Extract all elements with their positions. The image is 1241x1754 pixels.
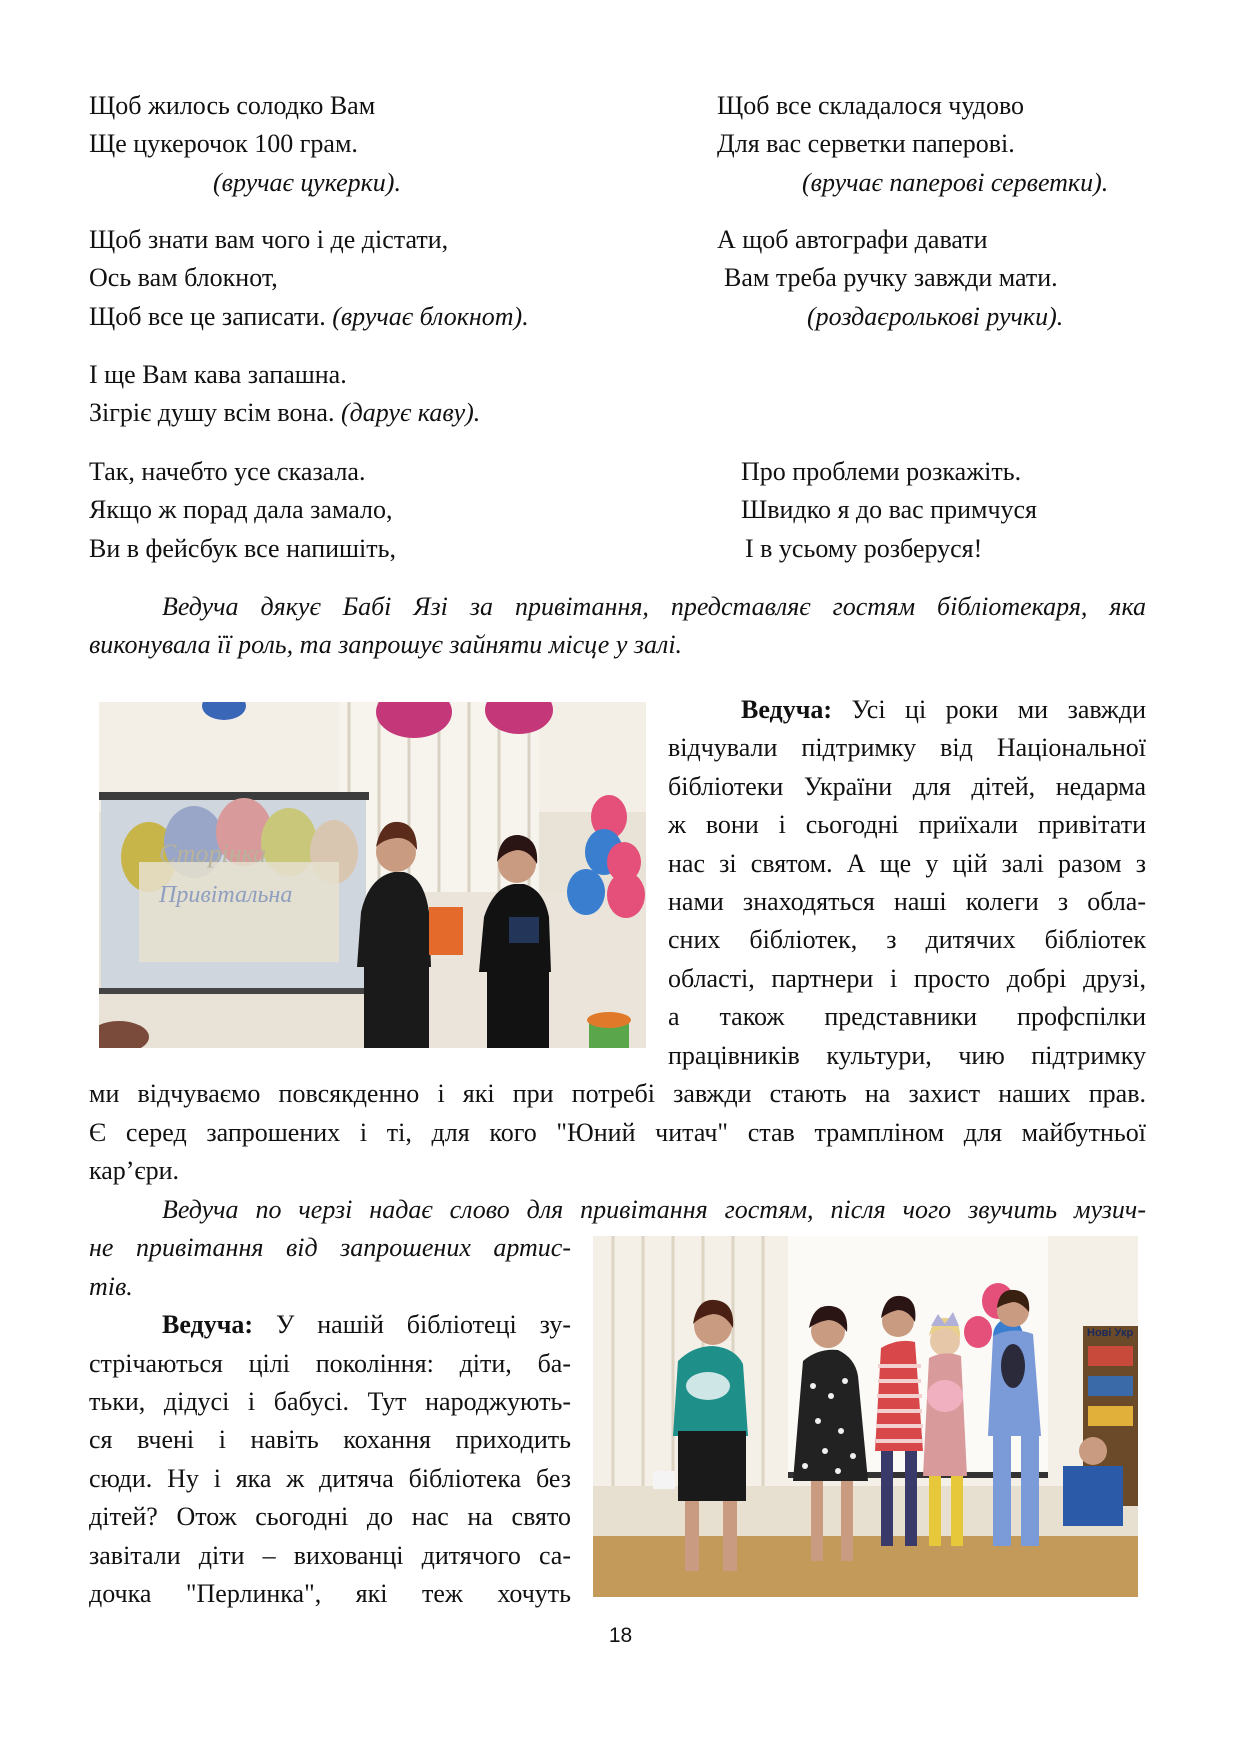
poem-right-line: Щоб все складалося чудово	[717, 91, 1025, 120]
para2-line: дітей? Отож сьогодні до нас на свято	[89, 1502, 571, 1531]
para1-line: нас зі святом. А ще у цій залі разом з	[668, 849, 1146, 878]
stage-direction: Ведуча дякує Бабі Язі за привітання, представляє гостям бібліотекаря, яка	[162, 592, 1146, 621]
event-photo-performers	[593, 1236, 1138, 1597]
para1-line: відчували підтримку від Національної	[668, 733, 1146, 762]
stage-direction: Ведуча по черзі надає слово для привітання гостям, після чого звучить музич-	[162, 1195, 1146, 1224]
poem-left-line: Якщо ж порад дала замало,	[89, 495, 393, 524]
para2-line: сюди. Ну і яка ж дитяча бібліотека без	[89, 1464, 571, 1493]
poem-left-line: Так, начебто усе сказала.	[89, 457, 366, 486]
poem-left-line: Ось вам блокнот,	[89, 263, 278, 292]
para1-line: кар’єри.	[89, 1156, 180, 1185]
para2-line: тьки, дідусі і бабусі. Тут народжують-	[89, 1387, 571, 1416]
para1-line	[668, 691, 1146, 729]
poem-right-note: (вручає паперові серветки).	[802, 168, 1109, 197]
poem-right-note: (роздаєролькові ручки).	[807, 302, 1064, 331]
poem-left-note: (вручає цукерки).	[213, 168, 401, 197]
stage-direction: виконувала її роль, та запрошує зайняти місце у залі.	[89, 630, 683, 659]
para2-line: дочка "Перлинка", які теж хочуть	[89, 1579, 571, 1608]
poem-left-text: Зігріє душу всім вона.	[89, 398, 341, 427]
para1-text: Усі ці роки ми завжди	[851, 695, 1147, 724]
para1-line: а також представники профспілки	[668, 1002, 1146, 1031]
stage-direction: тів.	[89, 1272, 133, 1301]
poem-right-line: А щоб автографи давати	[717, 225, 988, 254]
para2-line: завітали діти – вихованці дитячого са-	[89, 1541, 571, 1570]
poem-right-line: І в усьому розберуся!	[745, 534, 983, 563]
para1-line: Є серед запрошених і ті, для кого "Юний читач" став трампліном для майбутньої	[89, 1118, 1146, 1147]
poem-left-line: І ще Вам кава запашна.	[89, 360, 347, 389]
para2-line: стрічаються цілі покоління: діти, ба-	[89, 1349, 571, 1378]
para1-line: працівників культури, чию підтримку	[668, 1041, 1146, 1070]
para2-text: У нашій бібліотеці зу-	[275, 1310, 571, 1339]
poem-left-note: (дарує каву).	[340, 398, 481, 427]
poem-right-line: Швидко я до вас примчуся	[741, 495, 1038, 524]
para1-line: області, партнери і просто добрі друзі,	[668, 964, 1146, 993]
para1-line: ж вони і сьогодні приїхали привітати	[668, 810, 1146, 839]
photo-banner-text: Нові Укр	[1087, 1327, 1134, 1339]
poem-right-line: Про проблеми розкажіть.	[741, 457, 1022, 486]
para2-line	[89, 1306, 571, 1344]
poem-left-line: Ви в фейсбук все напишіть,	[89, 534, 396, 563]
poem-left-line	[89, 298, 529, 336]
para1-line: сних бібліотек, з дитячих бібліотек	[668, 925, 1146, 954]
poem-left-text: Щоб все це записати.	[89, 302, 333, 331]
page-number: 18	[608, 1624, 633, 1647]
para2-line: ся вчені і навіть кохання приходить	[89, 1425, 571, 1454]
poem-left-note: (вручає блокнот).	[332, 302, 529, 331]
para1-line: бібліотеки України для дітей, недарма	[668, 772, 1146, 801]
event-photo-presentation	[99, 702, 646, 1048]
poem-left-line: Ще цукерочок 100 грам.	[89, 129, 358, 158]
photo-presentation-illustration	[99, 702, 646, 1048]
poem-right-line: Вам треба ручку завжди мати.	[724, 263, 1058, 292]
poem-right-line: Для вас серветки паперові.	[717, 129, 1015, 158]
photo-performers-illustration	[593, 1236, 1138, 1597]
para1-line: нами знаходяться наші колеги з обла-	[668, 887, 1146, 916]
para1-line: ми відчуваємо повсякденно і які при потребі завжди стають на захист наших прав.	[89, 1079, 1146, 1108]
photo-screen-title: Сторінка	[159, 839, 267, 868]
poem-left-line: Щоб жилось солодко Вам	[89, 91, 376, 120]
speaker-label: Ведуча:	[162, 1310, 254, 1339]
poem-left-line: Щоб знати вам чого і де дістати,	[89, 225, 449, 254]
stage-direction: не привітання від запрошених артис-	[89, 1233, 571, 1262]
poem-left-line	[89, 394, 480, 432]
speaker-label: Ведуча:	[741, 695, 833, 724]
photo-screen-subtitle: Привітальна	[159, 882, 293, 908]
